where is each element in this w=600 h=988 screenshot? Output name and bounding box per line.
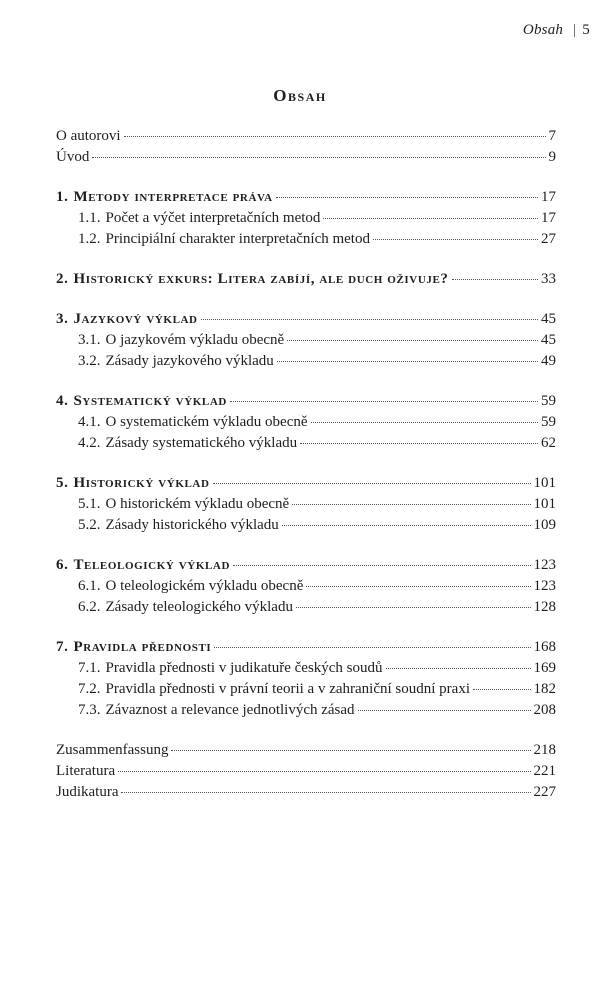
toc-entry-number: 1. — [56, 189, 69, 205]
toc-entry-page: 169 — [533, 660, 556, 676]
toc-entry-label — [78, 433, 297, 454]
toc-entry-title: Pravidla přednosti — [73, 639, 212, 655]
toc-subsection-entry[interactable] — [56, 351, 556, 372]
toc-subsection-entry[interactable] — [56, 433, 556, 454]
toc-entry-title: O historickém výkladu obecně — [105, 496, 290, 512]
toc-chapter-entry[interactable] — [56, 391, 556, 412]
toc-entry-label — [78, 351, 274, 372]
toc-entry-title: Judikatura — [56, 784, 119, 800]
toc-entry-number: 7.1. — [78, 660, 101, 676]
toc-entry-page: 109 — [533, 517, 556, 533]
toc-group — [56, 309, 556, 372]
dot-leader — [214, 647, 530, 648]
toc-entry-title: Pravidla přednosti v judikatuře českých soudů — [105, 660, 383, 676]
toc-entry[interactable] — [56, 126, 556, 147]
toc-entry-label — [56, 309, 198, 330]
toc-entry-page: 9 — [548, 149, 556, 165]
dot-leader — [311, 422, 538, 423]
toc-entry-title: O autorovi — [56, 128, 121, 144]
toc-entry-label — [56, 269, 449, 290]
toc-group — [56, 126, 556, 168]
toc-entry-label — [56, 126, 121, 147]
toc-entry-label — [78, 494, 289, 515]
toc-entry-label — [56, 555, 230, 576]
toc-chapter-entry[interactable] — [56, 637, 556, 658]
toc-entry-title: O systematickém výkladu obecně — [105, 414, 308, 430]
toc-entry-page: 62 — [541, 435, 556, 451]
dot-leader — [233, 565, 530, 566]
toc-entry-page: 123 — [533, 557, 556, 573]
toc-entry-page: 59 — [541, 393, 556, 409]
toc-entry-number: 5.2. — [78, 517, 101, 533]
toc-entry-title: Úvod — [56, 149, 90, 165]
dot-leader — [296, 607, 531, 608]
toc-entry-label — [78, 412, 308, 433]
toc-entry-page: 45 — [541, 311, 556, 327]
toc-entry-label — [56, 391, 227, 412]
toc-entry[interactable] — [56, 147, 556, 168]
toc-entry-label — [78, 576, 303, 597]
toc-entry-number: 7.3. — [78, 702, 101, 718]
dot-leader — [230, 401, 538, 402]
toc-chapter-entry[interactable] — [56, 269, 556, 290]
toc-group — [56, 187, 556, 250]
dot-leader — [171, 750, 530, 751]
toc-subsection-entry[interactable] — [56, 229, 556, 250]
toc-entry-title: Zásady historického výkladu — [105, 517, 279, 533]
toc-entry-label — [78, 700, 355, 721]
toc-entry-number: 4. — [56, 393, 69, 409]
toc-entry-label — [56, 473, 210, 494]
dot-leader — [287, 340, 538, 341]
toc-entry-number: 6.1. — [78, 578, 101, 594]
running-header-separator: | — [573, 22, 577, 38]
toc-entry-page: 101 — [533, 475, 556, 491]
dot-leader — [282, 525, 531, 526]
toc-entry[interactable] — [56, 761, 556, 782]
dot-leader — [473, 689, 531, 690]
page-title: Obsah — [273, 86, 327, 105]
dot-leader — [292, 504, 530, 505]
toc-entry-page: 227 — [533, 784, 556, 800]
toc-entry-label — [78, 229, 370, 250]
dot-leader — [323, 218, 538, 219]
table-of-contents — [56, 126, 556, 822]
toc-entry-page: 208 — [533, 702, 556, 718]
toc-entry-title: O teleologickém výkladu obecně — [105, 578, 304, 594]
toc-entry-label — [78, 679, 470, 700]
toc-entry-number: 2. — [56, 271, 69, 287]
toc-subsection-entry[interactable] — [56, 576, 556, 597]
dot-leader — [358, 710, 531, 711]
toc-entry-number: 1.2. — [78, 231, 101, 247]
toc-subsection-entry[interactable] — [56, 515, 556, 536]
toc-chapter-entry[interactable] — [56, 473, 556, 494]
toc-entry-page: 221 — [533, 763, 556, 779]
toc-group — [56, 473, 556, 536]
toc-entry-number: 6. — [56, 557, 69, 573]
toc-entry-title: Závaznost a relevance jednotlivých zásad — [105, 702, 355, 718]
toc-entry-label — [56, 740, 168, 761]
toc-entry-page: 168 — [533, 639, 556, 655]
dot-leader — [92, 157, 545, 158]
toc-entry-title: Zásady jazykového výkladu — [105, 353, 274, 369]
toc-entry-page: 27 — [541, 231, 556, 247]
toc-entry-title: Zásady systematického výkladu — [105, 435, 298, 451]
toc-entry-label — [56, 187, 273, 208]
toc-entry-page: 218 — [533, 742, 556, 758]
toc-entry-number: 4.1. — [78, 414, 101, 430]
toc-entry-title: Historický exkurs: Litera zabíjí, ale duch oživuje? — [73, 271, 449, 287]
toc-entry-title: Systematický výklad — [73, 393, 227, 409]
toc-entry-title: Literatura — [56, 763, 116, 779]
toc-entry-label — [56, 782, 118, 803]
toc-entry-title: Metody interpretace práva — [73, 189, 273, 205]
toc-group — [56, 740, 556, 803]
toc-entry-page: 123 — [533, 578, 556, 594]
toc-entry-label — [78, 208, 320, 229]
toc-entry-page: 101 — [533, 496, 556, 512]
toc-entry-number: 3.1. — [78, 332, 101, 348]
toc-group — [56, 555, 556, 618]
dot-leader — [373, 239, 538, 240]
toc-subsection-entry[interactable] — [56, 208, 556, 229]
toc-entry-number: 4.2. — [78, 435, 101, 451]
dot-leader — [276, 197, 538, 198]
toc-entry-title: Historický výklad — [73, 475, 210, 491]
dot-leader — [118, 771, 530, 772]
dot-leader — [124, 136, 546, 137]
toc-entry-page: 17 — [541, 210, 556, 226]
running-header — [523, 22, 590, 39]
toc-entry-label — [78, 330, 284, 351]
toc-entry-title: Zusammenfassung — [56, 742, 169, 758]
toc-subsection-entry[interactable] — [56, 412, 556, 433]
toc-entry-number: 1.1. — [78, 210, 101, 226]
toc-entry-number: 7.2. — [78, 681, 101, 697]
dot-leader — [121, 792, 530, 793]
toc-entry-page: 45 — [541, 332, 556, 348]
toc-entry-page: 7 — [548, 128, 556, 144]
toc-group — [56, 391, 556, 454]
toc-entry[interactable] — [56, 740, 556, 761]
dot-leader — [277, 361, 538, 362]
toc-subsection-entry[interactable] — [56, 494, 556, 515]
toc-entry-title: Pravidla přednosti v právní teorii a v zahraniční soudní praxi — [105, 681, 470, 697]
toc-entry-page: 49 — [541, 353, 556, 369]
toc-subsection-entry[interactable] — [56, 658, 556, 679]
toc-subsection-entry[interactable] — [56, 700, 556, 721]
toc-subsection-entry[interactable] — [56, 679, 556, 700]
toc-entry-label — [78, 515, 279, 536]
toc-entry-label — [56, 761, 115, 782]
toc-entry-title: O jazykovém výkladu obecně — [105, 332, 285, 348]
toc-entry-title: Teleologický výklad — [73, 557, 231, 573]
dot-leader — [201, 319, 538, 320]
toc-subsection-entry[interactable] — [56, 597, 556, 618]
dot-leader — [306, 586, 530, 587]
toc-entry-number: 7. — [56, 639, 69, 655]
toc-entry-label — [56, 147, 89, 168]
toc-entry-number: 3. — [56, 311, 69, 327]
toc-entry-page: 59 — [541, 414, 556, 430]
toc-group — [56, 269, 556, 290]
dot-leader — [452, 279, 539, 280]
toc-entry-number: 5. — [56, 475, 69, 491]
toc-entry-page: 182 — [533, 681, 556, 697]
toc-entry-title: Jazykový výklad — [73, 311, 198, 327]
page-number: 5 — [582, 22, 590, 38]
toc-entry-page: 128 — [533, 599, 556, 615]
toc-entry-number: 6.2. — [78, 599, 101, 615]
toc-entry-title: Zásady teleologického výkladu — [105, 599, 293, 615]
toc-entry-title: Počet a výčet interpretačních metod — [105, 210, 321, 226]
toc-entry-label — [78, 658, 383, 679]
toc-entry-page: 33 — [541, 271, 556, 287]
running-header-title: Obsah — [522, 22, 564, 38]
toc-entry-label — [78, 597, 293, 618]
dot-leader — [213, 483, 531, 484]
toc-group — [56, 637, 556, 721]
dot-leader — [300, 443, 538, 444]
toc-entry-number: 5.1. — [78, 496, 101, 512]
toc-chapter-entry[interactable] — [56, 187, 556, 208]
toc-chapter-entry[interactable] — [56, 309, 556, 330]
toc-chapter-entry[interactable] — [56, 555, 556, 576]
toc-subsection-entry[interactable] — [56, 330, 556, 351]
dot-leader — [386, 668, 531, 669]
toc-entry-page: 17 — [541, 189, 556, 205]
toc-entry[interactable] — [56, 782, 556, 803]
toc-entry-title: Principiální charakter interpretačních metod — [105, 231, 370, 247]
toc-entry-number: 3.2. — [78, 353, 101, 369]
toc-entry-label — [56, 637, 211, 658]
